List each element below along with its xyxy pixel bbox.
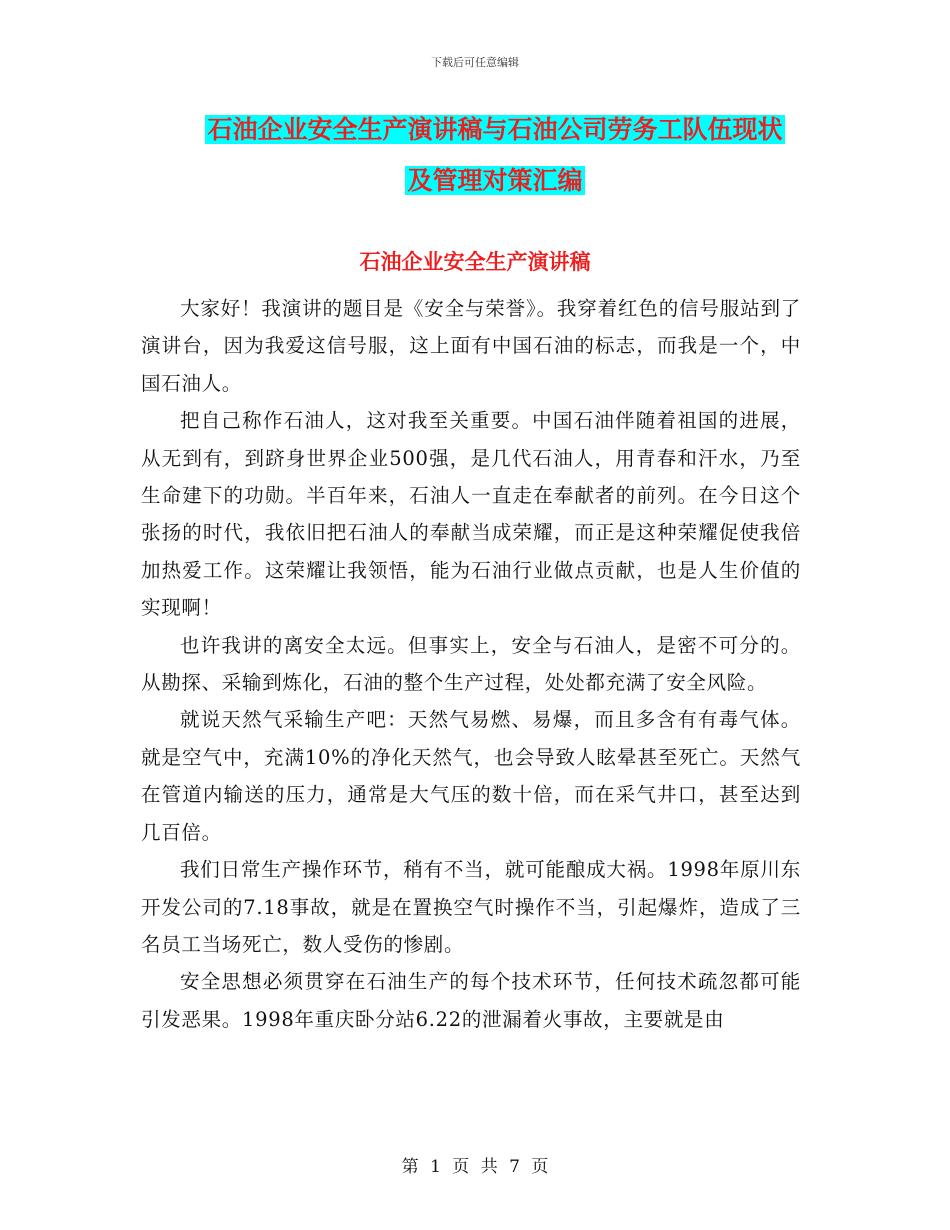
paragraph: 安全思想必须贯穿在石油生产的每个技术环节，任何技术疏忽都可能引发恶果。1998年重庆卧分站6.22的泄漏着火事故，主要就是由	[141, 970, 801, 1031]
paragraph: 我们日常生产操作环节，稍有不当，就可能酿成大祸。1998年原川东开发公司的7.18事故，就是在置换空气时操作不当，引起爆炸，造成了三名员工当场死亡，数人受伤的惨剧。	[141, 858, 801, 956]
page-footer: 第 1 页 共 7 页	[401, 1157, 549, 1177]
section-title: 石油企业安全生产演讲稿	[359, 250, 591, 274]
paragraph: 把自己称作石油人，这对我至关重要。中国石油伴随着祖国的进展，从无到有，到跻身世界企业500强，是几代石油人，用青春和汗水，乃至生命建下的功勋。半百年来，石油人一直走在奉献者的前列。在今日这个张扬的时代，我依旧把石油人的奉献当成荣耀，而正是这种荣耀促使我倍加热爱工作。这荣耀让我领悟，能为石油行业做点贡献，也是人生价值的实现啊！	[141, 409, 801, 620]
paragraph: 大家好！我演讲的题目是《安全与荣誉》。我穿着红色的信号服站到了演讲台，因为我爱这信号服，这上面有中国石油的标志，而我是一个，中国石油人。	[141, 297, 801, 395]
header-note: 下载后可任意编辑	[431, 56, 519, 69]
document-title-line-2	[140, 155, 850, 206]
document-title	[140, 104, 850, 206]
title-highlight-2: 及管理对策汇编	[407, 166, 583, 195]
document-title-line-1	[140, 104, 850, 155]
body-text	[141, 290, 801, 1038]
paragraph: 就说天然气采输生产吧：天然气易燃、易爆，而且多含有有毒气体。就是空气中，充满10%的净化天然气，也会导致人眩晕甚至死亡。天然气在管道内输送的压力，通常是大气压的数十倍，而在采气井口，甚至达到几百倍。	[141, 708, 801, 844]
paragraph: 也许我讲的离安全太远。但事实上，安全与石油人，是密不可分的。从勘探、采输到炼化，石油的整个生产过程，处处都充满了安全风险。	[141, 633, 801, 695]
title-highlight-1: 石油企业安全生产演讲稿与石油公司劳务工队伍现状	[207, 115, 783, 144]
